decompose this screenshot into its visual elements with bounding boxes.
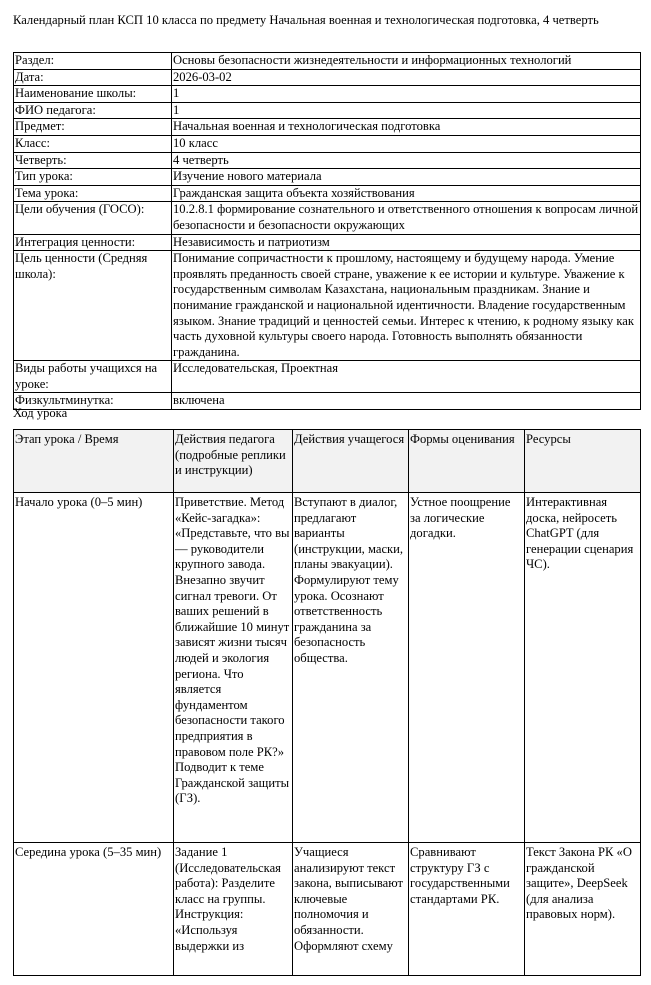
info-row-value-goal [14,251,641,361]
header-stage: Этап урока / Время [14,430,174,493]
header-resources: Ресурсы [525,430,641,493]
lesson-row-middle [14,843,641,976]
info-row-date [14,69,641,86]
info-row-work-types [14,361,641,393]
info-value: 10 класс [172,135,641,152]
lesson-table-header [14,430,641,493]
info-label: ФИО педагога: [14,102,172,119]
info-label: Дата: [14,69,172,86]
info-label: Тема урока: [14,185,172,202]
info-label: Наименование школы: [14,86,172,103]
info-row-grade [14,135,641,152]
info-label: Четверть: [14,152,172,169]
info-label: Раздел: [14,53,172,70]
info-value: Понимание сопричастности к прошлому, настоящему и будущему народа. Умение проявлять преданность своей стране, уважение к ее истории и культуре. Уважение к государственным символам Казахстана, национальным праздникам. Знание и понимание гражданской и национальной идентичности. Владение государственным языком. Знание традиций и ценностей семьи. Интерес к чтению, к родному языку как часть духовной культуры своего народа. Готовность выполнять обязанности гражданина. [172,251,641,361]
info-value: Независимость и патриотизм [172,234,641,251]
cell-teacher-actions: Приветствие. Метод «Кейс-загадка»: «Представьте, что вы — руководители крупного завода. Внезапно звучит сигнал тревоги. От ваших решений в ближайшие 10 минут зависят жизни тысяч людей и экология региона. Что является фундаментом безопасности такого предприятия в правовом поле РК?» Подводит к теме Гражданской защиты (ГЗ). [174,493,293,843]
info-value: 1 [172,102,641,119]
info-row-teacher [14,102,641,119]
info-value: 10.2.8.1 формирование сознательного и ответственного отношения к вопросам личной безопасности и безопасности окружающих [172,202,641,234]
info-label: Физкультминутка: [14,393,172,410]
lesson-row-beginning [14,493,641,843]
info-row-quarter [14,152,641,169]
info-value: 4 четверть [172,152,641,169]
info-row-section [14,53,641,70]
info-label: Тип урока: [14,169,172,186]
cell-teacher-actions: Задание 1 (Исследовательская работа): Разделите класс на группы. Инструкция: «Используя выдержки из [174,843,293,976]
cell-assessment: Сравнивают структуру ГЗ с государственными стандартами РК. [409,843,525,976]
info-row-value-integration [14,234,641,251]
cell-resources: Интерактивная доска, нейросеть ChatGPT (для генерации сценария ЧС). [525,493,641,843]
info-value: Основы безопасности жизнедеятельности и информационных технологий [172,53,641,70]
header-assessment: Формы оценивания [409,430,525,493]
info-value: 1 [172,86,641,103]
info-row-lesson-type [14,169,641,186]
header-student-actions: Действия учащегося [293,430,409,493]
info-value: Исследовательская, Проектная [172,361,641,393]
info-value: Гражданская защита объекта хозяйствования [172,185,641,202]
cell-student-actions: Учащиеся анализируют текст закона, выписывают ключевые полномочия и обязанности. Оформляют схему [293,843,409,976]
header-teacher-actions: Действия педагога (подробные реплики и инструкции) [174,430,293,493]
cell-stage: Начало урока (0–5 мин) [14,493,174,843]
info-row-subject [14,119,641,136]
info-row-physical-break [14,393,641,410]
info-row-school [14,86,641,103]
info-value: включена [172,393,641,410]
info-value: Начальная военная и технологическая подготовка [172,119,641,136]
lesson-info-table [13,52,641,410]
lesson-progress-caption: Ход урока [13,406,68,420]
info-label: Виды работы учащихся на уроке: [14,361,172,393]
cell-student-actions: Вступают в диалог, предлагают варианты (инструкции, маски, планы эвакуации). Формулируют тему урока. Осознают ответственность гражданина за безопасность общества. [293,493,409,843]
info-row-objectives [14,202,641,234]
info-label: Предмет: [14,119,172,136]
info-label: Цели обучения (ГОСО): [14,202,172,234]
info-label: Цель ценности (Средняя школа): [14,251,172,361]
cell-assessment: Устное поощрение за логические догадки. [409,493,525,843]
info-row-topic [14,185,641,202]
info-label: Интеграция ценности: [14,234,172,251]
info-label: Класс: [14,135,172,152]
info-value: 2026-03-02 [172,69,641,86]
document-title: Календарный план КСП 10 класса по предмету Начальная военная и технологическая подготовка, 4 четверть [13,13,599,27]
lesson-progress-table [13,429,641,976]
cell-stage: Середина урока (5–35 мин) [14,843,174,976]
info-value: Изучение нового материала [172,169,641,186]
cell-resources: Текст Закона РК «О гражданской защите», DeepSeek (для анализа правовых норм). [525,843,641,976]
